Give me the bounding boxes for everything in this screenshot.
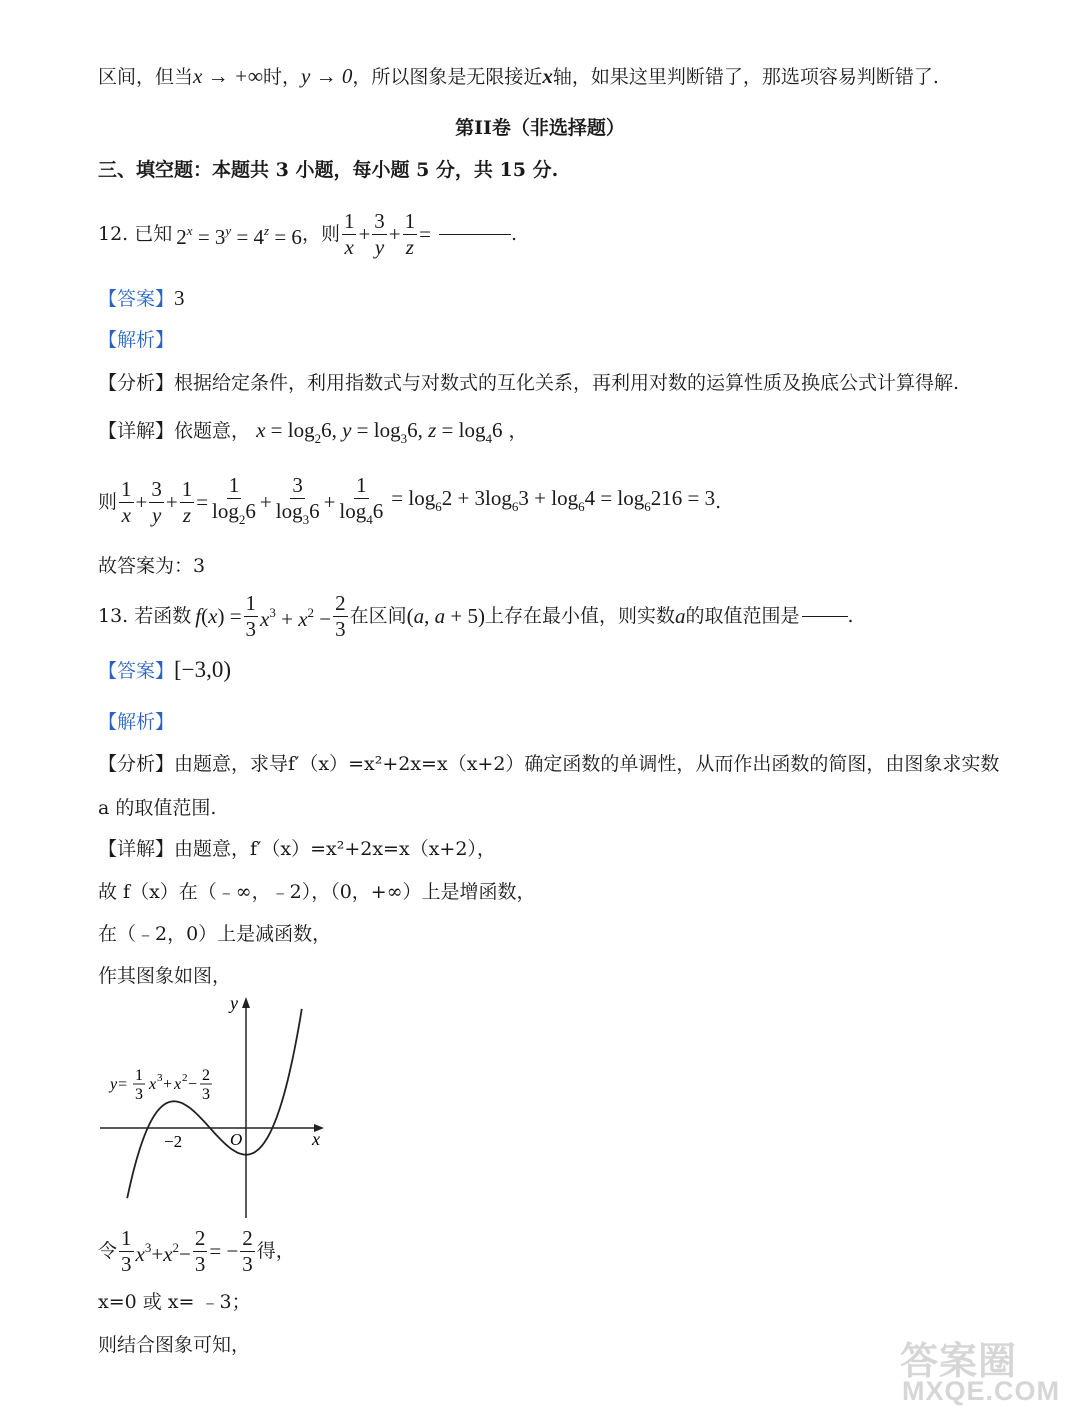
q13-var-a: a xyxy=(675,604,686,628)
intro-line xyxy=(98,64,939,89)
section-title: 第II卷（非选择题） xyxy=(455,117,625,139)
q13-text: 若函数 xyxy=(134,605,192,627)
xiangjie-tag: 【详解】 xyxy=(98,838,175,860)
svg-text:2: 2 xyxy=(182,1072,188,1084)
q12-answer-blank xyxy=(439,234,511,235)
q12-number: 12. xyxy=(98,223,129,245)
q12-answer-line xyxy=(98,286,185,311)
q13-solution: x=0 或 x= ﹣3； xyxy=(98,1291,251,1313)
q12-frac: $\frac{3}{y}$ xyxy=(374,208,385,259)
q13-text: 在区间 xyxy=(349,605,407,627)
q12-frac: $\frac{1}{z}$ xyxy=(404,208,416,259)
cubic-curve xyxy=(127,1009,302,1198)
svg-text:3: 3 xyxy=(202,1086,210,1103)
q12-xiangjie: 【详解】依题意， $x = \log_26$, $y = \log_36$, $z = \log_46$ ， xyxy=(98,418,528,446)
svg-text:+: + xyxy=(163,1076,173,1093)
tick-label-minus-2: −2 xyxy=(164,1132,183,1151)
q13-end: . xyxy=(847,605,854,627)
q12-answer: 3 xyxy=(174,286,185,310)
q13-fenxi-cont: a 的取值范围. xyxy=(98,797,217,819)
q13-func: f xyxy=(195,604,202,628)
q13-ling-suffix: 得， xyxy=(256,1240,295,1262)
intro-math-limit-x: x → +∞ xyxy=(193,64,263,88)
answer-tag: 【答案】 xyxy=(98,288,175,310)
intro-math-limit-y: y → 0 xyxy=(301,64,353,88)
svg-text:x: x xyxy=(149,1076,157,1093)
q12-xiangjie-math: $x = \log_26$, $y = \log_36$, $z = \log_46$ xyxy=(256,418,503,446)
q13-decreasing: 在（﹣2，0）上是减函数， xyxy=(98,923,332,945)
q13-xiangjie-text: 由题意，f′（x）=x²+2x=x（x+2）， xyxy=(174,838,496,860)
q12-calc: 则 $\frac{1}{x}$ + $\frac{3}{y}$ + $\frac{1}{z}$ = $\frac{1}{\log_26}$ + $\frac{3}{\log_36}$ + $\frac{1}{\log_46}$ = $\log_62 + 3\log_63 + \log_64 = \log_6216 = 3$ . xyxy=(98,472,722,527)
q12-calc-prefix: 则 xyxy=(98,491,118,513)
origin-label: O xyxy=(230,1130,243,1149)
svg-text:1: 1 xyxy=(135,1067,143,1084)
svg-text:3: 3 xyxy=(135,1086,143,1103)
q13-graph-intro: 作其图象如图， xyxy=(98,965,232,987)
q13-xiangjie xyxy=(98,837,496,861)
q13-increasing: 故 f（x）在（﹣∞，﹣2），（0，+∞）上是增函数， xyxy=(98,881,536,903)
q13-jiexi-tag: 【解析】 xyxy=(98,711,175,733)
svg-text:x: x xyxy=(174,1076,182,1093)
svg-text:3: 3 xyxy=(157,1072,163,1084)
intro-var-x: x xyxy=(542,64,553,88)
xiangjie-tag: 【详解】 xyxy=(98,420,175,442)
q12-end: . xyxy=(510,223,518,245)
q13-number: 13. xyxy=(98,605,129,627)
intro-text: 轴，如果这里判断错了，那选项容易判断错了. xyxy=(552,66,939,88)
q12-jiexi-tag: 【解析】 xyxy=(98,329,175,351)
x-axis-label: x xyxy=(312,1129,320,1149)
q12-fenxi-text: 根据给定条件，利用指数式与对数式的互化关系，再利用对数的运算性质及换底公式计算得解. xyxy=(174,372,960,394)
q13-final: 则结合图象可知， xyxy=(98,1334,251,1356)
section-heading: 三、填空题：本题共 3 小题，每小题 5 分，共 15 分. xyxy=(98,159,559,181)
q13-answer-blank xyxy=(802,616,848,617)
svg-text:y=: y= xyxy=(110,1076,128,1093)
q13-interval: (a, a + 5) xyxy=(406,604,485,628)
q12-then: ，则 xyxy=(301,223,340,245)
q13-question: 13. 若函数 f (x) = $\frac{1}{3}$ $x^3 + x^2$ − $\frac{2}{3}$ 在区间 (a, a + 5) 上存在最小值，则实数 a 的取值范围是 . xyxy=(98,590,854,641)
svg-text:2: 2 xyxy=(202,1067,210,1084)
watermark-bottom: MXQE.COM xyxy=(902,1376,1061,1406)
q12-fenxi xyxy=(98,371,959,395)
intro-text: 时， xyxy=(262,66,301,88)
watermark-top: 答案圈 xyxy=(900,1341,1018,1383)
fenxi-tag: 【分析】 xyxy=(98,753,175,775)
q13-answer: [−3,0) xyxy=(174,657,232,682)
intro-text: ，所以图象是无限接近 xyxy=(352,66,543,88)
q12-given: 已知 xyxy=(134,223,173,245)
y-axis-arrow xyxy=(242,997,250,1008)
q13-answer-line xyxy=(98,658,231,683)
q12-calc-tail: = $\log_62 + 3\log_63 + \log_64 = \log_6216 = 3$ xyxy=(391,485,716,514)
q13-ling: 令 $\frac{1}{3}$ $x^3+x^2-$ $\frac{2}{3}$ = − $\frac{2}{3}$ 得， xyxy=(98,1225,295,1276)
q13-fenxi-text: 由题意，求导f′（x）=x²+2x=x（x+2）确定函数的单调性，从而作出函数的简图，由图象求实数 xyxy=(174,753,1000,775)
function-graph xyxy=(98,993,338,1223)
fenxi-tag: 【分析】 xyxy=(98,372,175,394)
q12-frac: $\frac{1}{x}$ xyxy=(343,208,355,259)
intro-text: 区间，但当 xyxy=(98,66,194,88)
y-axis-label: y xyxy=(230,993,238,1013)
curve-label xyxy=(108,1067,212,1103)
q13-fenxi xyxy=(98,752,999,776)
q12-conclusion: 故答案为：3 xyxy=(98,555,206,577)
q13-text: 上存在最小值，则实数 xyxy=(485,605,676,627)
q12-xiangjie-text: 依题意， xyxy=(174,420,251,442)
answer-tag: 【答案】 xyxy=(98,660,175,682)
q13-ling-prefix: 令 xyxy=(98,1240,118,1262)
q12-question: 12. 已知 $2^x = 3^y = 4^z = 6$ ，则 $\frac{1}{x}$ + $\frac{3}{y}$ + $\frac{1}{z}$ = . xyxy=(98,208,518,259)
svg-text:−: − xyxy=(188,1076,198,1093)
q12-condition: $2^x = 3^y = 4^z = 6$ xyxy=(176,223,302,249)
q13-text: 的取值范围是 xyxy=(685,605,800,627)
